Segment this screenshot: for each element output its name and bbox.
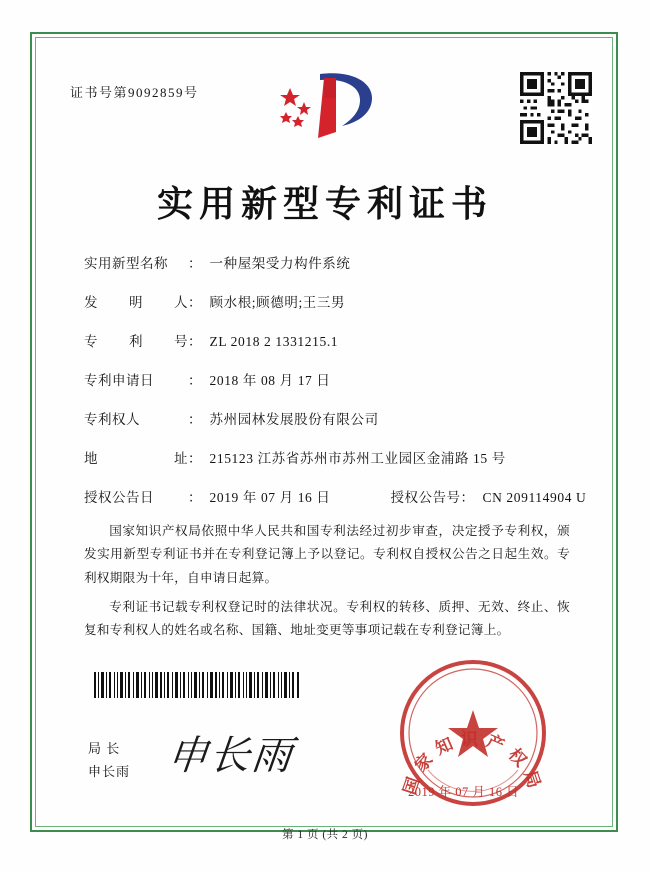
field-colon: ： bbox=[188, 490, 202, 505]
handwritten-signature: 申长雨 bbox=[165, 733, 297, 778]
director-name: 申长雨 bbox=[88, 763, 131, 779]
field-value: 苏州园林发展股份有限公司 bbox=[209, 412, 379, 427]
field-label-char: 人 bbox=[174, 295, 188, 310]
legal-paragraph-1: 国家知识产权局依照中华人民共和国专利法经过初步审查，决定授予专利权，颁发实用新型专利证书并在专利登记簿上予以登记。专利权自授权公告之日起生效。专利权期限为十年，自申请日起算。 bbox=[84, 524, 570, 585]
field-colon: ： bbox=[188, 451, 202, 466]
field-value: 215123 江苏省苏州市苏州工业园区金浦路 15 号 bbox=[209, 451, 506, 466]
field-colon: ： bbox=[188, 256, 202, 271]
svg-text:国家知识产权局: 国家知识产权局 bbox=[400, 730, 546, 798]
director-block bbox=[88, 738, 130, 784]
field-row-patentee bbox=[84, 408, 584, 428]
field-value: 2018 年 08 月 17 日 bbox=[209, 373, 331, 388]
field-colon: ： bbox=[188, 334, 202, 349]
field-colon: ： bbox=[188, 373, 202, 388]
page-title: 实用新型专利证书 bbox=[156, 184, 493, 224]
certificate-serial-number: 证书号第9092859号 bbox=[70, 85, 199, 100]
field-row-patent-number bbox=[84, 330, 584, 350]
field-label bbox=[84, 291, 188, 311]
corner-ornament-top-left bbox=[30, 32, 44, 46]
field-label: 实用新型名称 bbox=[84, 256, 168, 271]
field-colon: ： bbox=[188, 412, 202, 427]
cnipa-logo-icon bbox=[268, 68, 380, 148]
page-footer: 第 1 页 (共 2 页) bbox=[281, 829, 369, 841]
field-row-address bbox=[84, 447, 584, 467]
field-label-char: 号 bbox=[174, 334, 188, 349]
field-row-application-date bbox=[84, 369, 584, 389]
field-value: ZL 2018 2 1331215.1 bbox=[209, 334, 339, 349]
field-label-char: 专 bbox=[84, 334, 98, 349]
qr-code-icon bbox=[520, 72, 592, 144]
field-row-invention-name bbox=[84, 252, 584, 272]
barcode-icon bbox=[92, 672, 302, 698]
field-label: 专利权人 bbox=[84, 412, 140, 427]
field-label-char: 址 bbox=[174, 451, 188, 466]
field-label: 专利申请日 bbox=[84, 373, 154, 388]
field-label bbox=[84, 447, 188, 467]
field-label-char: 地 bbox=[84, 451, 98, 466]
corner-ornament-top-right bbox=[604, 32, 618, 46]
seal-date: 2019 年 07 月 16 日 bbox=[408, 785, 520, 799]
field-label bbox=[84, 330, 188, 350]
field-colon: ： bbox=[188, 295, 202, 310]
field-label-announcement-number: 授权公告号： bbox=[390, 490, 475, 505]
field-row-grant-announcement bbox=[84, 486, 587, 506]
legal-text bbox=[84, 520, 570, 648]
field-row-inventors bbox=[84, 291, 584, 311]
field-label-char: 利 bbox=[129, 334, 143, 349]
field-value: 一种屋架受力构件系统 bbox=[209, 256, 351, 271]
field-label: 授权公告日 bbox=[84, 490, 154, 505]
legal-paragraph-2: 专利证书记载专利权登记时的法律状况。专利权的转移、质押、无效、终止、恢复和专利权人的姓名或名称、国籍、地址变更等事项记载在专利登记簿上。 bbox=[84, 599, 570, 638]
field-value-announcement-number: CN 209114904 U bbox=[482, 490, 587, 505]
patent-fields bbox=[84, 252, 587, 525]
field-label-char: 明 bbox=[129, 295, 143, 310]
field-value: 顾水根;顾德明;王三男 bbox=[209, 295, 346, 310]
director-label: 局 长 bbox=[88, 741, 121, 756]
field-label-char: 发 bbox=[84, 295, 98, 310]
field-value: 2019 年 07 月 16 日 bbox=[209, 490, 331, 505]
